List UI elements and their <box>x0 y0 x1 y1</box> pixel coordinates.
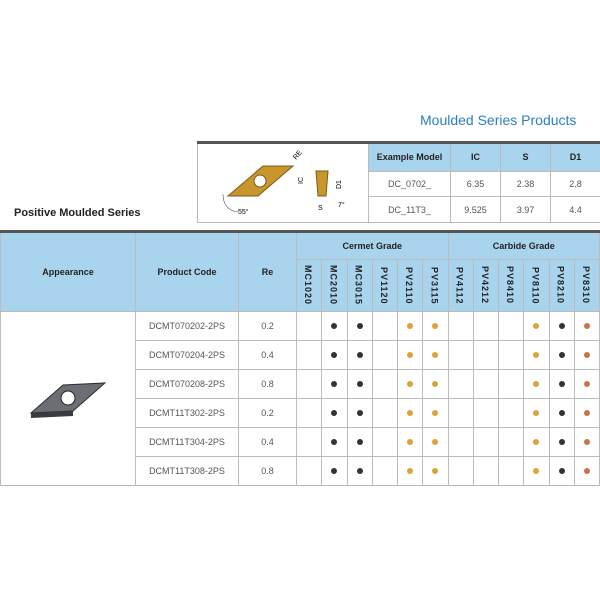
header-d1: D1 <box>551 143 600 172</box>
grade-cell <box>499 399 524 428</box>
availability-dot-icon <box>432 381 438 387</box>
grade-label: PV8310 <box>580 266 591 305</box>
grade-label: PV8410 <box>505 266 515 305</box>
availability-dot-icon <box>584 381 590 387</box>
grade-cell <box>473 341 498 370</box>
grade-cell <box>574 428 599 457</box>
availability-dot-icon <box>559 468 565 474</box>
grade-cell <box>574 312 599 341</box>
availability-dot-icon <box>533 381 539 387</box>
grade-cell <box>372 370 397 399</box>
grade-cell <box>322 399 347 428</box>
availability-dot-icon <box>432 468 438 474</box>
availability-dot-icon <box>407 323 413 329</box>
grade-label: MC2010 <box>328 265 339 306</box>
grade-cell <box>372 399 397 428</box>
availability-dot-icon <box>407 410 413 416</box>
header-re: Re <box>239 232 297 312</box>
grade-header <box>372 260 397 312</box>
grade-cell <box>398 312 423 341</box>
availability-dot-icon <box>533 323 539 329</box>
grade-cell <box>499 341 524 370</box>
availability-dot-icon <box>407 381 413 387</box>
grade-header <box>574 260 599 312</box>
table-row: DC_11T3_ 9.525 3.97 4.4 <box>198 197 600 223</box>
product-code: DCMT070208-2PS <box>136 370 239 399</box>
grade-label: PV4112 <box>454 266 465 305</box>
svg-text:IC: IC <box>298 177 305 184</box>
availability-dot-icon <box>432 352 438 358</box>
grade-cell <box>473 428 498 457</box>
grade-cell <box>549 370 574 399</box>
grade-cell <box>297 457 322 486</box>
grade-cell <box>347 428 372 457</box>
availability-dot-icon <box>357 381 363 387</box>
grade-cell <box>549 399 574 428</box>
re-value: 0.4 <box>239 341 297 370</box>
product-code: DCMT11T302-2PS <box>136 399 239 428</box>
grade-header <box>448 260 473 312</box>
availability-dot-icon <box>584 352 590 358</box>
grade-cell <box>347 312 372 341</box>
grade-cell <box>549 312 574 341</box>
example-table <box>197 141 600 223</box>
re-value: 0.4 <box>239 428 297 457</box>
grade-cell <box>322 341 347 370</box>
header-cermet-grade: Cermet Grade <box>297 232 449 260</box>
availability-dot-icon <box>357 439 363 445</box>
grade-header <box>347 260 372 312</box>
grade-cell <box>347 341 372 370</box>
grade-cell <box>574 457 599 486</box>
grade-cell <box>322 312 347 341</box>
grade-cell <box>524 370 549 399</box>
header-carbide-grade: Carbide Grade <box>448 232 600 260</box>
grade-cell <box>549 341 574 370</box>
grade-header <box>499 260 524 312</box>
grade-cell <box>448 428 473 457</box>
grade-cell <box>398 428 423 457</box>
grade-header <box>473 260 498 312</box>
grade-cell <box>423 399 448 428</box>
availability-dot-icon <box>357 323 363 329</box>
header-ic: IC <box>451 143 501 172</box>
product-code: DCMT11T304-2PS <box>136 428 239 457</box>
insert-image <box>1 312 136 486</box>
grade-cell <box>473 370 498 399</box>
grade-cell <box>499 457 524 486</box>
availability-dot-icon <box>407 439 413 445</box>
grade-cell <box>347 399 372 428</box>
grade-cell <box>524 457 549 486</box>
grade-cell <box>448 399 473 428</box>
grade-cell <box>322 370 347 399</box>
grade-cell <box>574 399 599 428</box>
grade-cell <box>574 341 599 370</box>
availability-dot-icon <box>331 323 337 329</box>
grade-cell <box>423 428 448 457</box>
header-example-model: Example Model <box>369 143 451 172</box>
header-appearance: Appearance <box>1 232 136 312</box>
grade-header <box>297 260 322 312</box>
re-value: 0.8 <box>239 457 297 486</box>
page-title: Moulded Series Products <box>420 112 577 128</box>
grade-label: PV1120 <box>378 266 389 305</box>
availability-dot-icon <box>407 352 413 358</box>
grade-label: MC3015 <box>353 265 364 306</box>
grade-cell <box>524 312 549 341</box>
availability-dot-icon <box>559 439 565 445</box>
grade-label: PV3115 <box>429 266 440 305</box>
grade-cell <box>499 312 524 341</box>
availability-dot-icon <box>533 439 539 445</box>
availability-dot-icon <box>584 323 590 329</box>
grade-cell <box>549 428 574 457</box>
grade-cell <box>372 341 397 370</box>
products-table <box>0 230 600 486</box>
availability-dot-icon <box>432 323 438 329</box>
grade-label: PV2110 <box>404 266 414 305</box>
availability-dot-icon <box>533 468 539 474</box>
availability-dot-icon <box>331 352 337 358</box>
grade-cell <box>524 428 549 457</box>
availability-dot-icon <box>357 352 363 358</box>
svg-text:S: S <box>318 205 323 212</box>
availability-dot-icon <box>432 439 438 445</box>
grade-cell <box>398 457 423 486</box>
grade-cell <box>297 312 322 341</box>
grade-header <box>423 260 448 312</box>
availability-dot-icon <box>331 381 337 387</box>
grade-cell <box>524 341 549 370</box>
grade-cell <box>473 457 498 486</box>
grade-cell <box>448 370 473 399</box>
availability-dot-icon <box>584 468 590 474</box>
grade-cell <box>297 370 322 399</box>
grade-cell <box>347 370 372 399</box>
grade-header <box>322 260 347 312</box>
grade-cell <box>347 457 372 486</box>
product-code: DCMT070204-2PS <box>136 341 239 370</box>
grade-cell <box>322 457 347 486</box>
grade-cell <box>574 370 599 399</box>
availability-dot-icon <box>533 410 539 416</box>
grade-header <box>398 260 423 312</box>
availability-dot-icon <box>407 468 413 474</box>
grade-cell <box>423 312 448 341</box>
re-value: 0.8 <box>239 370 297 399</box>
grade-cell <box>322 428 347 457</box>
product-code: DCMT070202-2PS <box>136 312 239 341</box>
availability-dot-icon <box>357 410 363 416</box>
availability-dot-icon <box>559 410 565 416</box>
product-code: DCMT11T308-2PS <box>136 457 239 486</box>
grade-cell <box>448 341 473 370</box>
availability-dot-icon <box>559 323 565 329</box>
re-value: 0.2 <box>239 399 297 428</box>
svg-text:D1: D1 <box>336 180 343 189</box>
svg-text:55°: 55° <box>238 209 249 216</box>
grade-cell <box>372 428 397 457</box>
section-title: Positive Moulded Series <box>14 207 141 219</box>
availability-dot-icon <box>584 410 590 416</box>
grade-header <box>524 260 549 312</box>
availability-dot-icon <box>584 439 590 445</box>
grade-label: PV8110 <box>530 266 541 305</box>
grade-cell <box>398 341 423 370</box>
availability-dot-icon <box>331 410 337 416</box>
availability-dot-icon <box>331 468 337 474</box>
table-row <box>1 312 600 341</box>
availability-dot-icon <box>357 468 363 474</box>
grade-cell <box>448 312 473 341</box>
availability-dot-icon <box>559 352 565 358</box>
grade-cell <box>372 457 397 486</box>
availability-dot-icon <box>331 439 337 445</box>
grade-header <box>549 260 574 312</box>
grade-label: MC1020 <box>303 265 313 306</box>
insert-diagram <box>198 143 369 223</box>
grade-cell <box>372 312 397 341</box>
grade-cell <box>524 399 549 428</box>
grade-cell <box>297 399 322 428</box>
grade-cell <box>423 370 448 399</box>
grade-cell <box>398 399 423 428</box>
grade-cell <box>473 399 498 428</box>
grade-cell <box>499 428 524 457</box>
header-s: S <box>501 143 551 172</box>
grade-cell <box>499 370 524 399</box>
grade-cell <box>423 457 448 486</box>
re-value: 0.2 <box>239 312 297 341</box>
grade-cell <box>549 457 574 486</box>
grade-cell <box>297 341 322 370</box>
header-product-code: Product Code <box>136 232 239 312</box>
grade-label: PV4212 <box>479 266 490 305</box>
availability-dot-icon <box>533 352 539 358</box>
availability-dot-icon <box>432 410 438 416</box>
availability-dot-icon <box>559 381 565 387</box>
grade-cell <box>448 457 473 486</box>
grade-cell <box>398 370 423 399</box>
table-row: DC_0702_ 6.35 2.38 2.8 <box>198 171 600 197</box>
svg-text:RE: RE <box>292 149 304 162</box>
grade-label: PV8210 <box>555 266 566 305</box>
grade-cell <box>297 428 322 457</box>
grade-cell <box>473 312 498 341</box>
svg-text:7°: 7° <box>338 202 345 209</box>
grade-cell <box>423 341 448 370</box>
